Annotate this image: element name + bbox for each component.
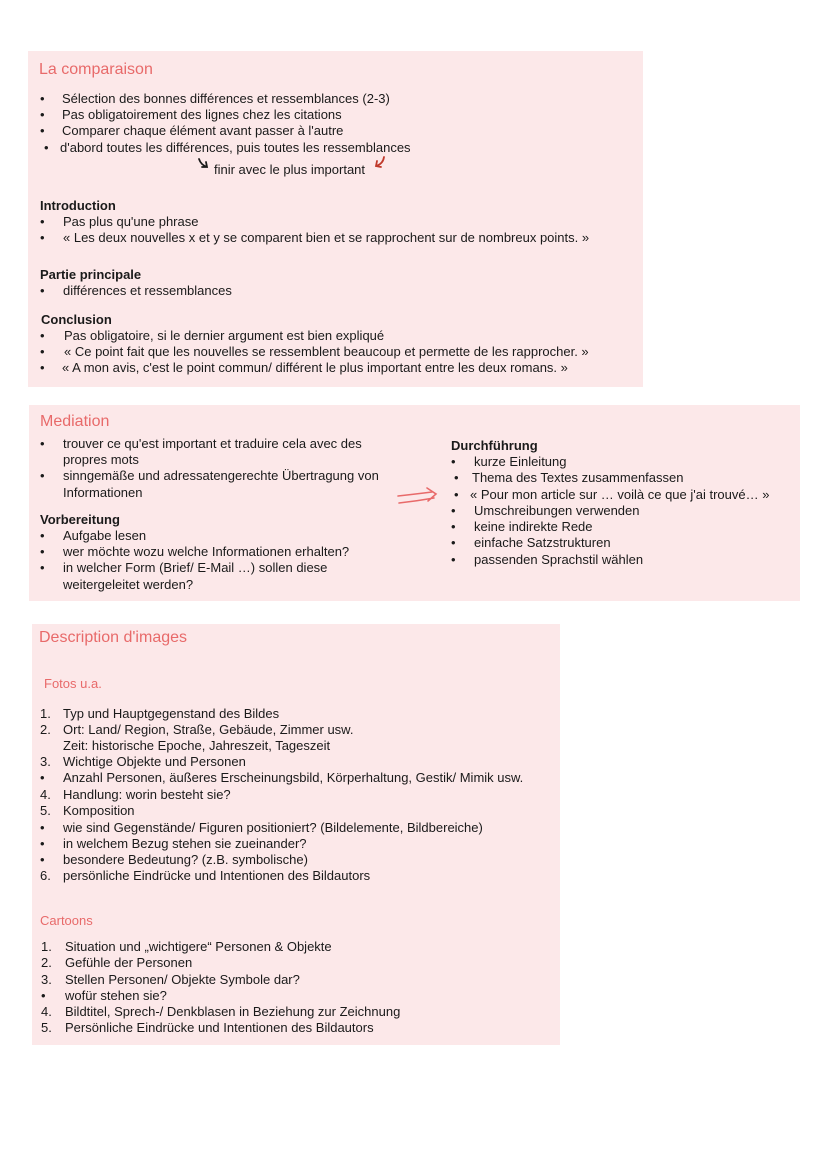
conclusion-item: Pas obligatoire, si le dernier argument est bien expliqué (64, 328, 385, 343)
partie-principale-item: différences et ressemblances (63, 283, 232, 298)
vorbereitung-item: in welcher Form (Brief/ E-Mail …) sollen diese (63, 560, 328, 575)
double-arrow-right-icon (396, 487, 440, 511)
cartoons-item: Bildtitel, Sprech-/ Denkblasen in Beziehung zur Zeichnung (65, 1004, 401, 1019)
cartoons-item: Gefühle der Personen (65, 955, 193, 970)
mediation-item-continued: propres mots (63, 452, 139, 467)
bullet-marker: • (40, 360, 45, 375)
durchfuehrung-item: « Pour mon article sur … voilà ce que j'ai trouvé… » (470, 487, 770, 502)
vorbereitung-item-continued: weitergeleitet werden? (63, 577, 194, 592)
list-marker: • (40, 836, 45, 851)
list-marker: • (40, 852, 45, 867)
list-marker: 2. (40, 722, 51, 737)
list-marker: 5. (41, 1020, 52, 1035)
bullet-marker: • (40, 344, 45, 359)
bullet-marker: • (40, 544, 45, 559)
arrow-down-left-icon (372, 155, 388, 171)
fotos-heading: Fotos u.a. (44, 676, 102, 691)
durchfuehrung-item: kurze Einleitung (474, 454, 567, 469)
vorbereitung-heading: Vorbereitung (40, 512, 120, 527)
bullet-marker: • (40, 560, 45, 575)
conclusion-item: « A mon avis, c'est le point commun/ différent le plus important entre les deux romans. » (62, 360, 568, 375)
bullet-marker: • (451, 552, 456, 567)
fotos-item: Typ und Hauptgegenstand des Bildes (63, 706, 280, 721)
arrow-down-right-icon (196, 156, 212, 172)
comparaison-bullet: Pas obligatoirement des lignes chez les citations (62, 107, 342, 122)
comparaison-title: La comparaison (39, 61, 153, 78)
durchfuehrung-item: Umschreibungen verwenden (474, 503, 640, 518)
vorbereitung-item: wer möchte wozu welche Informationen erhalten? (63, 544, 350, 559)
partie-principale-heading: Partie principale (40, 267, 142, 282)
conclusion-item: « Ce point fait que les nouvelles se ressemblent beaucoup et permette de les rapprocher. » (64, 344, 589, 359)
list-marker: 6. (40, 868, 51, 883)
cartoons-item: Stellen Personen/ Objekte Symbole dar? (65, 972, 300, 987)
fotos-item: Wichtige Objekte und Personen (63, 754, 246, 769)
bullet-marker: • (40, 91, 45, 106)
fotos-item-continued: Zeit: historische Epoche, Jahreszeit, Tageszeit (63, 738, 331, 753)
list-marker: 1. (41, 939, 52, 954)
comparaison-bullet: d'abord toutes les différences, puis toutes les ressemblances (60, 140, 411, 155)
cartoons-heading: Cartoons (40, 913, 93, 928)
durchfuehrung-heading: Durchführung (451, 438, 538, 453)
comparaison-bullet: Comparer chaque élément avant passer à l'autre (62, 123, 344, 138)
bullet-marker: • (451, 535, 456, 550)
bullet-marker: • (40, 468, 45, 483)
introduction-heading: Introduction (40, 198, 116, 213)
fotos-item: wie sind Gegenstände/ Figuren positioniert? (Bildelemente, Bildbereiche) (63, 820, 483, 835)
fotos-item: besondere Bedeutung? (z.B. symbolische) (63, 852, 308, 867)
bullet-marker: • (40, 283, 45, 298)
description-images-title: Description d'images (39, 629, 188, 646)
list-marker: • (41, 988, 46, 1003)
list-marker: 1. (40, 706, 51, 721)
bullet-marker: • (40, 230, 45, 245)
list-marker: 4. (41, 1004, 52, 1019)
bullet-marker: • (40, 123, 45, 138)
list-marker: • (40, 770, 45, 785)
list-marker: 4. (40, 787, 51, 802)
fotos-item: Komposition (63, 803, 135, 818)
bullet-marker: • (40, 436, 45, 451)
bullet-marker: • (40, 528, 45, 543)
fotos-item: Ort: Land/ Region, Straße, Gebäude, Zimmer usw. (63, 722, 354, 737)
mediation-item: sinngemäße und adressatengerechte Übertragung von (63, 468, 379, 483)
mediation-item-continued: Informationen (63, 485, 143, 500)
fotos-item: Handlung: worin besteht sie? (63, 787, 231, 802)
introduction-item: Pas plus qu'une phrase (63, 214, 199, 229)
comparaison-note: finir avec le plus important (214, 162, 366, 177)
bullet-marker: • (40, 214, 45, 229)
conclusion-heading: Conclusion (41, 312, 112, 327)
cartoons-item: Situation und „wichtigere“ Personen & Objekte (65, 939, 332, 954)
bullet-marker: • (44, 140, 49, 155)
list-marker: 2. (41, 955, 52, 970)
mediation-title: Mediation (40, 413, 110, 430)
cartoons-item: wofür stehen sie? (65, 988, 167, 1003)
fotos-item: in welchem Bezug stehen sie zueinander? (63, 836, 307, 851)
list-marker: 3. (40, 754, 51, 769)
durchfuehrung-item: passenden Sprachstil wählen (474, 552, 644, 567)
cartoons-item: Persönliche Eindrücke und Intentionen des Bildautors (65, 1020, 374, 1035)
durchfuehrung-item: Thema des Textes zusammenfassen (472, 470, 684, 485)
list-marker: 5. (40, 803, 51, 818)
fotos-item: Anzahl Personen, äußeres Erscheinungsbild, Körperhaltung, Gestik/ Mimik usw. (63, 770, 524, 785)
mediation-item: trouver ce qu'est important et traduire cela avec des (63, 436, 362, 451)
durchfuehrung-item: einfache Satzstrukturen (474, 535, 611, 550)
bullet-marker: • (451, 503, 456, 518)
fotos-item: persönliche Eindrücke und Intentionen des Bildautors (63, 868, 371, 883)
bullet-marker: • (451, 454, 456, 469)
bullet-marker: • (454, 470, 459, 485)
durchfuehrung-item: keine indirekte Rede (474, 519, 593, 534)
bullet-marker: • (451, 519, 456, 534)
bullet-marker: • (40, 107, 45, 122)
introduction-item: « Les deux nouvelles x et y se comparent bien et se rapprochent sur de nombreux points. » (63, 230, 590, 245)
list-marker: • (40, 820, 45, 835)
bullet-marker: • (40, 328, 45, 343)
vorbereitung-item: Aufgabe lesen (63, 528, 147, 543)
comparaison-bullet: Sélection des bonnes différences et ressemblances (2-3) (62, 91, 390, 106)
list-marker: 3. (41, 972, 52, 987)
bullet-marker: • (454, 487, 459, 502)
